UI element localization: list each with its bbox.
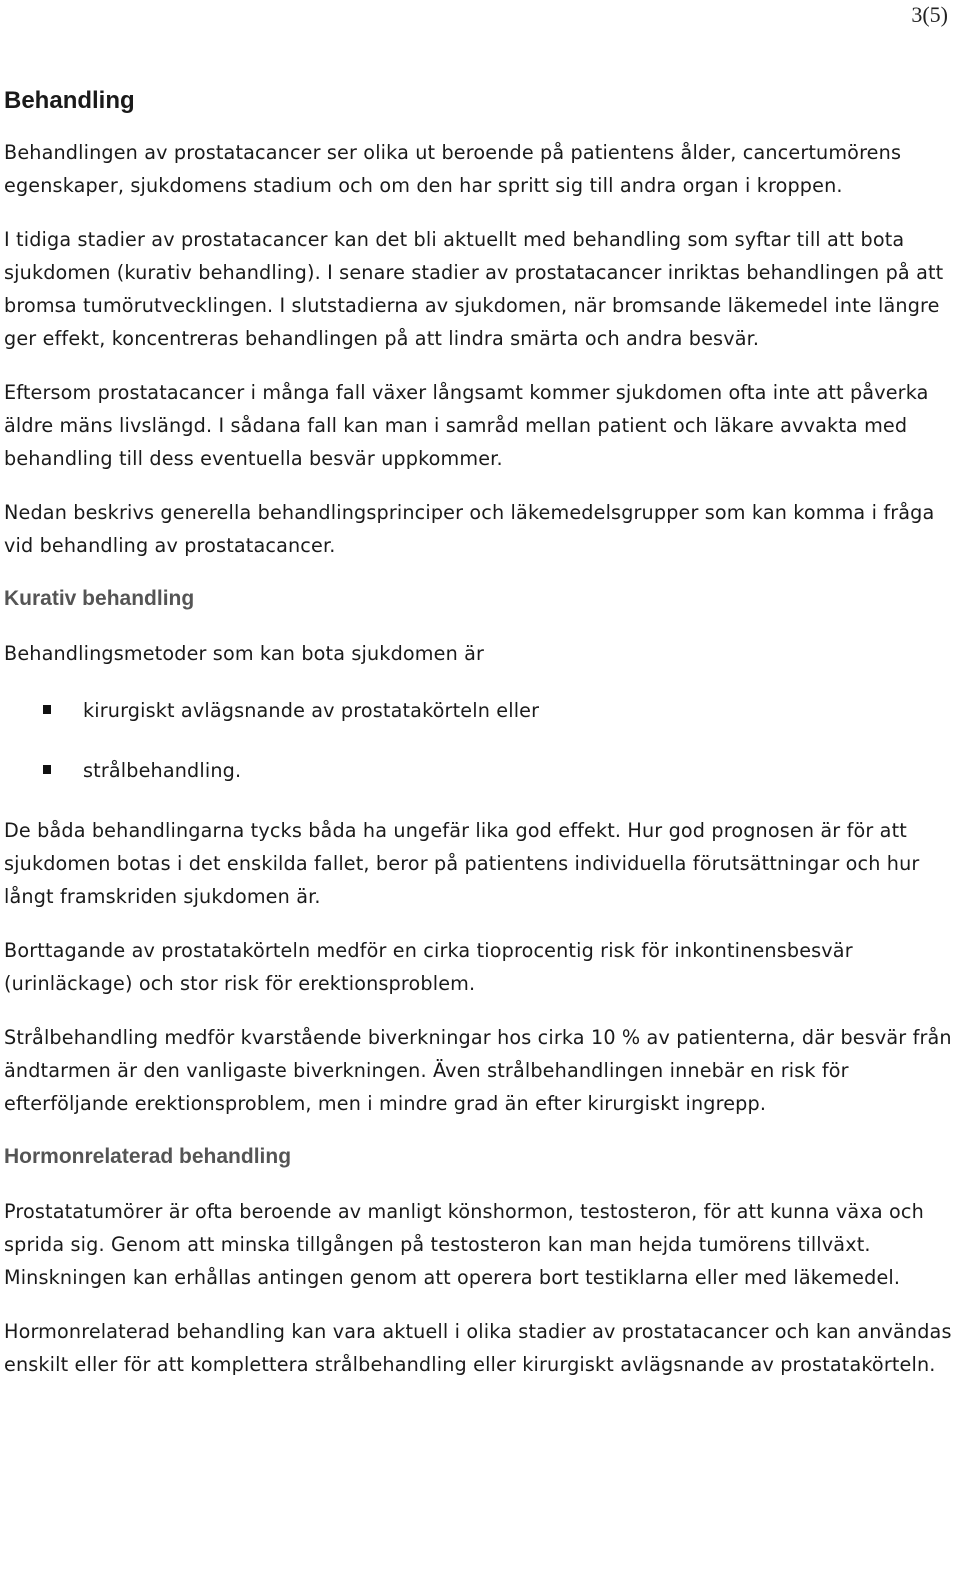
hormon-paragraph: Hormonrelaterad behandling kan vara aktuell i olika stadier av prostatacancer och kan användas enskilt eller för att komplettera strålbehandling eller kirurgiskt avlägsnande av prostatakörteln.: [4, 1320, 952, 1376]
subsection-heading-hormon: Hormonrelaterad behandling: [4, 1145, 292, 1168]
page-number: 3(5): [911, 2, 948, 27]
kurativ-paragraph: De båda behandlingarna tycks båda ha ungefär lika god effekt. Hur god prognosen är för att sjukdomen botas i det enskilda fallet, beror på patientens individuella förutsättningar och hur långt framskriden sjukdomen är.: [4, 819, 920, 908]
intro-paragraph: Eftersom prostatacancer i många fall växer långsamt kommer sjukdomen ofta inte att påverka äldre mäns livslängd. I sådana fall kan man i samråd mellan patient och läkare avvakta med behandling till dess eventuella besvär uppkommer.: [4, 381, 929, 470]
kurativ-paragraph: Borttagande av prostatakörteln medför en cirka tioprocentig risk för inkontinensbesvär (urinläckage) och stor risk för erektionsproblem.: [4, 939, 853, 995]
kurativ-lead: Behandlingsmetoder som kan bota sjukdomen är: [4, 642, 485, 665]
bullet-item: [4, 694, 952, 727]
hormon-paragraph: Prostatatumörer är ofta beroende av manligt könshormon, testosteron, för att kunna växa och sprida sig. Genom att minska tillgången på testosteron kan man hejda tumörens tillväxt. Minskningen kan erhållas antingen genom att operera bort testiklarna eller med läkemedel.: [4, 1200, 924, 1289]
section-heading-behandling: Behandling: [4, 87, 135, 114]
intro-paragraph: Behandlingen av prostatacancer ser olika ut beroende på patientens ålder, cancertumörens egenskaper, sjukdomens stadium och om den har spritt sig till andra organ i kroppen.: [4, 141, 902, 197]
intro-paragraph: Nedan beskrivs generella behandlingsprinciper och läkemedelsgrupper som kan komma i fråga vid behandling av prostatacancer.: [4, 501, 935, 557]
bullet-text: kirurgiskt avlägsnande av prostatakörteln eller: [83, 699, 540, 722]
kurativ-bullet-list: [4, 694, 952, 787]
subsection-heading-kurativ: Kurativ behandling: [4, 587, 195, 610]
square-bullet-icon: [43, 705, 51, 714]
bullet-item: [4, 754, 952, 787]
kurativ-paragraph: Strålbehandling medför kvarstående biverkningar hos cirka 10 % av patienterna, där besvär från ändtarmen är den vanligaste biverkningen. Även strålbehandlingen innebär en risk för efterföljande erektionsproblem, men i mindre grad än efter kirurgiskt ingrepp.: [4, 1026, 952, 1115]
document-body: [4, 84, 952, 1402]
intro-paragraph: I tidiga stadier av prostatacancer kan det bli aktuellt med behandling som syftar till att bota sjukdomen (kurativ behandling). I senare stadier av prostatacancer inriktas behandlingen på att bromsa tumörutvecklingen. I slutstadierna av sjukdomen, när bromsande läkemedel inte längre ger effekt, koncentreras behandlingen på att lindra smärta och andra besvär.: [4, 228, 944, 350]
square-bullet-icon: [43, 765, 51, 774]
bullet-text: strålbehandling.: [83, 759, 242, 782]
